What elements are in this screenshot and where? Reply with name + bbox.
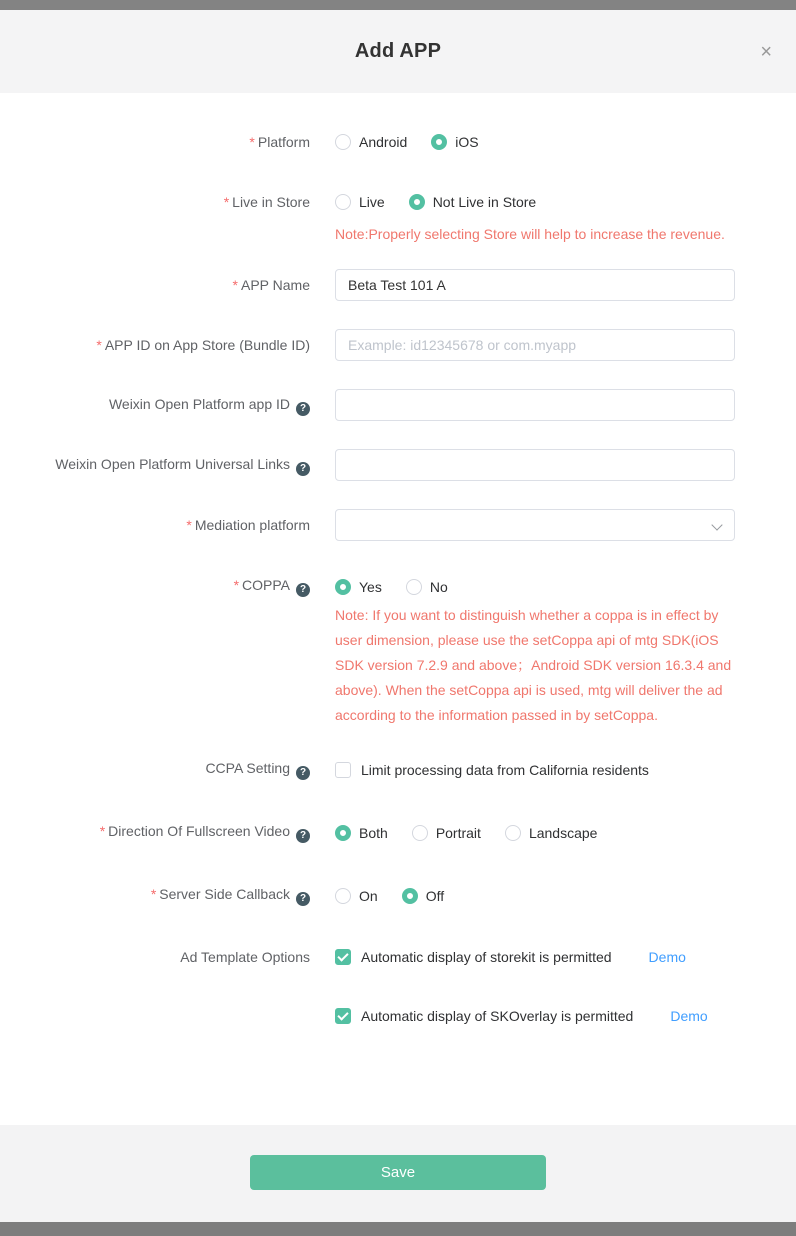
help-icon[interactable]: ? (296, 402, 310, 416)
direction-label: * Direction Of Fullscreen Video ? (0, 822, 310, 843)
weixin-universal-links-row (0, 449, 796, 481)
radio-not-live-in-store[interactable]: Not Live in Store (409, 194, 537, 210)
app-name-row (0, 269, 796, 301)
radio-unselected-icon (412, 825, 428, 841)
radio-both[interactable]: Both (335, 825, 388, 841)
radio-unselected-icon (406, 579, 422, 595)
radio-off[interactable]: Off (402, 888, 444, 904)
radio-ios[interactable]: iOS (431, 134, 478, 150)
close-icon[interactable]: × (760, 40, 772, 63)
help-icon[interactable]: ? (296, 892, 310, 906)
platform-label: * Platform (249, 134, 310, 150)
coppa-note-text: Note: If you want to distinguish whether a coppa is in effect by user dimension, please use the setCoppa api of mtg SDK(iOS SDK version 7.2.9 and above；Android SDK version 16.3.4 and above). When the setCoppa api is used, mtg will deliver the ad according to the information passed in by setCoppa. (335, 607, 732, 723)
required-asterisk: * (233, 577, 240, 593)
radio-selected-icon (335, 825, 351, 841)
radio-coppa-no[interactable]: No (406, 579, 448, 595)
radio-unselected-icon (335, 888, 351, 904)
help-icon[interactable]: ? (296, 462, 310, 476)
platform-radio-group (335, 134, 479, 150)
ccpa-checkbox[interactable]: Limit processing data from California residents (335, 762, 649, 778)
required-asterisk: * (99, 823, 106, 839)
coppa-note-row (0, 603, 796, 728)
modal-footer (0, 1125, 796, 1222)
storekit-checkbox[interactable]: Automatic display of storekit is permitted (335, 949, 612, 965)
radio-selected-icon (335, 579, 351, 595)
help-icon[interactable]: ? (296, 766, 310, 780)
help-icon[interactable]: ? (296, 583, 310, 597)
ccpa-row (0, 759, 796, 780)
ad-template-label: Ad Template Options (180, 949, 310, 965)
radio-landscape[interactable]: Landscape (505, 825, 598, 841)
radio-on[interactable]: On (335, 888, 378, 904)
ad-template-row-1 (0, 948, 796, 966)
live-in-store-row (0, 193, 796, 211)
ad-template-row-2 (0, 1008, 796, 1024)
direction-radio-group (335, 825, 597, 841)
app-id-input[interactable] (335, 329, 735, 361)
chevron-down-icon (711, 519, 722, 530)
radio-live[interactable]: Live (335, 194, 385, 210)
modal-title: Add APP (354, 40, 442, 62)
store-note-text: Note:Properly selecting Store will help to increase the revenue. (335, 226, 725, 242)
live-in-store-radio-group (335, 194, 536, 210)
platform-row (0, 133, 796, 151)
checkbox-checked-icon (335, 949, 351, 965)
app-id-row (0, 329, 796, 361)
storekit-demo-link[interactable]: Demo (648, 949, 686, 965)
server-callback-label: * Server Side Callback ? (0, 885, 310, 906)
mediation-platform-select[interactable] (335, 509, 735, 541)
weixin-universal-links-input[interactable] (335, 449, 735, 481)
app-name-label: * APP Name (232, 277, 310, 293)
app-id-label: * APP ID on App Store (Bundle ID) (96, 337, 310, 353)
radio-selected-icon (409, 194, 425, 210)
page-background-bottom-bar (0, 1222, 796, 1236)
help-icon[interactable]: ? (296, 829, 310, 843)
weixin-app-id-label: Weixin Open Platform app ID ? (0, 395, 310, 416)
required-asterisk: * (96, 337, 102, 353)
coppa-row (0, 576, 796, 597)
store-note-row (0, 222, 796, 246)
coppa-radio-group (335, 579, 448, 595)
checkbox-checked-icon (335, 1008, 351, 1024)
weixin-universal-links-label: Weixin Open Platform Universal Links ? (0, 455, 310, 476)
checkbox-unchecked-icon (335, 762, 351, 778)
radio-unselected-icon (505, 825, 521, 841)
radio-selected-icon (402, 888, 418, 904)
required-asterisk: * (232, 277, 238, 293)
required-asterisk: * (150, 886, 157, 902)
app-name-input[interactable] (335, 269, 735, 301)
add-app-form (0, 93, 796, 1125)
radio-android[interactable]: Android (335, 134, 407, 150)
ccpa-label: CCPA Setting ? (0, 759, 310, 780)
required-asterisk: * (249, 134, 255, 150)
radio-portrait[interactable]: Portrait (412, 825, 481, 841)
modal-header (0, 10, 796, 93)
server-callback-radio-group (335, 888, 444, 904)
required-asterisk: * (223, 194, 230, 210)
direction-row (0, 822, 796, 843)
skoverlay-checkbox[interactable]: Automatic display of SKOverlay is permitted (335, 1008, 633, 1024)
weixin-app-id-row (0, 389, 796, 421)
radio-unselected-icon (335, 194, 351, 210)
page-background-top-bar (0, 0, 796, 10)
radio-unselected-icon (335, 134, 351, 150)
save-button[interactable]: Save (250, 1155, 546, 1190)
weixin-app-id-input[interactable] (335, 389, 735, 421)
mediation-platform-row (0, 509, 796, 541)
server-callback-row (0, 885, 796, 906)
live-in-store-label: * Live in Store (223, 194, 310, 210)
skoverlay-demo-link[interactable]: Demo (670, 1008, 708, 1024)
mediation-platform-label: * Mediation platform (186, 517, 310, 533)
coppa-label: * COPPA ? (0, 576, 310, 597)
radio-coppa-yes[interactable]: Yes (335, 579, 382, 595)
radio-selected-icon (431, 134, 447, 150)
required-asterisk: * (186, 517, 192, 533)
